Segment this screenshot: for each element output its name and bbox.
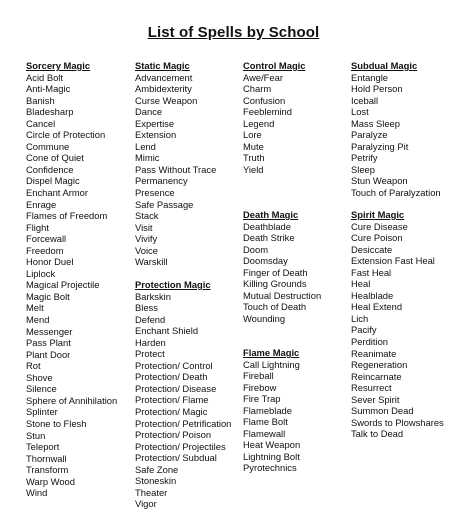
list-flame-magic <box>243 359 300 474</box>
spell-item: Paralyzing Pit <box>351 140 409 152</box>
spell-item: Yield <box>243 163 264 175</box>
spell-item: Doom <box>243 243 269 255</box>
spell-item: Touch of Paralyzation <box>351 187 441 199</box>
spell-item: Cure Disease <box>351 220 408 232</box>
spell-item: Firebow <box>243 381 277 393</box>
spell-item: Sever Spirit <box>351 393 400 405</box>
column-sorcery <box>26 60 117 499</box>
spell-item: Defend <box>135 313 166 325</box>
spell-item: Bless <box>135 302 158 314</box>
heading-protection-magic: Protection Magic <box>135 279 211 290</box>
spell-item: Heat Weapon <box>243 439 301 451</box>
spell-item: Flame Bolt <box>243 416 288 428</box>
spell-item: Paralyze <box>351 129 388 141</box>
spell-item: Expertise <box>135 117 175 129</box>
spell-item: Wind <box>26 487 48 499</box>
spell-item: Talk to Dead <box>351 428 404 440</box>
spell-item: Healblade <box>351 289 394 301</box>
spell-item: Wounding <box>243 312 286 324</box>
spell-item: Confidence <box>26 163 74 175</box>
heading-flame-magic: Flame Magic <box>243 347 300 358</box>
spell-item: Lich <box>351 312 369 324</box>
list-spirit-magic <box>351 221 444 440</box>
spell-item: Reincarnate <box>351 370 402 382</box>
spell-item: Pacify <box>351 324 377 336</box>
spell-item: Call Lightning <box>243 358 300 370</box>
spell-item: Heal <box>351 278 371 290</box>
spell-item: Flight <box>26 221 49 233</box>
spell-item: Magical Projectile <box>26 279 100 291</box>
spell-item: Extension Fast Heal <box>351 255 435 267</box>
spell-item: Stack <box>135 210 159 222</box>
spell-item: Anti-Magic <box>26 83 71 95</box>
spell-item: Permanency <box>135 175 188 187</box>
spell-item: Warskill <box>135 256 168 268</box>
spell-item: Thornwall <box>26 452 67 464</box>
spell-item: Protection/ Disease <box>135 382 217 394</box>
spell-item: Safe Passage <box>135 198 194 210</box>
spell-item: Teleport <box>26 441 60 453</box>
column-spirit <box>351 209 444 440</box>
spell-item: Regeneration <box>351 359 408 371</box>
spell-item: Resurrect <box>351 382 392 394</box>
list-static-magic <box>135 72 216 268</box>
spell-item: Liplock <box>26 267 56 279</box>
spell-item: Banish <box>26 94 55 106</box>
spell-item: Honor Duel <box>26 256 74 268</box>
heading-control-magic: Control Magic <box>243 60 306 71</box>
spell-item: Mute <box>243 140 264 152</box>
spell-item: Lore <box>243 129 262 141</box>
column-flame <box>243 347 300 474</box>
spell-item: Pass Without Trace <box>135 163 217 175</box>
spell-item: Pyrotechnics <box>243 462 297 474</box>
spell-item: Ambidexterity <box>135 83 192 95</box>
spell-item: Voice <box>135 244 158 256</box>
spell-item: Advancement <box>135 71 193 83</box>
spell-item: Killing Grounds <box>243 278 307 290</box>
heading-spirit-magic: Spirit Magic <box>351 209 405 220</box>
spell-item: Lightning Bolt <box>243 450 300 462</box>
spell-item: Theater <box>135 486 168 498</box>
spell-item: Melt <box>26 302 44 314</box>
spell-item: Heal Extend <box>351 301 403 313</box>
spell-item: Shove <box>26 371 53 383</box>
spell-item: Flameblade <box>243 404 292 416</box>
heading-death-magic: Death Magic <box>243 209 299 220</box>
spell-item: Desiccate <box>351 243 393 255</box>
spell-item: Vigor <box>135 498 157 510</box>
spell-item: Enchant Armor <box>26 187 89 199</box>
spell-item: Barkskin <box>135 290 171 302</box>
spell-item: Perdition <box>351 336 389 348</box>
spell-item: Cure Poison <box>351 232 403 244</box>
spell-item: Magic Bolt <box>26 290 70 302</box>
spell-item: Mass Sleep <box>351 117 400 129</box>
column-protection <box>135 279 231 510</box>
spell-item: Stun <box>26 429 46 441</box>
spell-item: Reanimate <box>351 347 397 359</box>
list-protection-magic <box>135 291 231 510</box>
spell-item: Fire Trap <box>243 393 281 405</box>
spell-item: Stun Weapon <box>351 175 408 187</box>
spell-item: Confusion <box>243 94 286 106</box>
spell-item: Death Strike <box>243 232 295 244</box>
spell-item: Stone to Flesh <box>26 417 87 429</box>
spell-item: Protection/ Flame <box>135 394 209 406</box>
spell-item: Finger of Death <box>243 266 308 278</box>
spell-item: Enchant Shield <box>135 325 199 337</box>
spell-item: Messenger <box>26 325 73 337</box>
spell-item: Sleep <box>351 163 375 175</box>
spell-item: Lend <box>135 140 156 152</box>
spell-item: Commune <box>26 140 70 152</box>
column-subdual <box>351 60 441 199</box>
spell-item: Protection/ Petrification <box>135 417 232 429</box>
list-sorcery-magic <box>26 72 117 499</box>
spell-item: Cone of Quiet <box>26 152 84 164</box>
spell-item: Deathblade <box>243 220 291 232</box>
spell-item: Circle of Protection <box>26 129 106 141</box>
column-control <box>243 60 306 175</box>
spell-item: Fast Heal <box>351 266 392 278</box>
spell-item: Protection/ Death <box>135 371 208 383</box>
list-subdual-magic <box>351 72 441 199</box>
spell-item: Pass Plant <box>26 337 71 349</box>
spell-item: Entangle <box>351 71 389 83</box>
list-control-magic <box>243 72 306 176</box>
spell-item: Warp Wood <box>26 475 75 487</box>
column-static <box>135 60 216 268</box>
spell-item: Bladesharp <box>26 106 74 118</box>
spell-item: Safe Zone <box>135 463 179 475</box>
spell-item: Splinter <box>26 406 58 418</box>
spell-item: Cancel <box>26 117 56 129</box>
spell-item: Transform <box>26 464 69 476</box>
spell-item: Dispel Magic <box>26 175 80 187</box>
spell-item: Protect <box>135 348 165 360</box>
column-death <box>243 209 321 324</box>
spell-item: Awe/Fear <box>243 71 283 83</box>
spell-item: Protection/ Magic <box>135 406 208 418</box>
spell-item: Touch of Death <box>243 301 307 313</box>
spell-item: Protection/ Poison <box>135 429 212 441</box>
spell-item: Vivify <box>135 233 158 245</box>
spell-item: Lost <box>351 106 369 118</box>
spell-item: Mutual Destruction <box>243 289 322 301</box>
spell-item: Forcewall <box>26 233 67 245</box>
spell-item: Stoneskin <box>135 475 177 487</box>
spell-item: Extension <box>135 129 177 141</box>
spell-item: Presence <box>135 187 175 199</box>
heading-static-magic: Static Magic <box>135 60 190 71</box>
spell-item: Truth <box>243 152 265 164</box>
spell-item: Mimic <box>135 152 160 164</box>
spell-item: Protection/ Subdual <box>135 452 217 464</box>
spell-item: Mend <box>26 314 50 326</box>
spell-item: Curse Weapon <box>135 94 198 106</box>
spell-item: Summon Dead <box>351 405 414 417</box>
spell-item: Charm <box>243 83 272 95</box>
spell-item: Hold Person <box>351 83 403 95</box>
spell-item: Harden <box>135 336 166 348</box>
spell-item: Legend <box>243 117 275 129</box>
spell-item: Acid Bolt <box>26 71 63 83</box>
spell-item: Plant Door <box>26 348 71 360</box>
page-title: List of Spells by School <box>147 24 320 41</box>
spell-item: Feeblemind <box>243 106 292 118</box>
spell-item: Fireball <box>243 370 274 382</box>
spell-item: Silence <box>26 383 57 395</box>
spell-item: Rot <box>26 360 41 372</box>
list-death-magic <box>243 221 321 325</box>
spell-item: Enrage <box>26 198 57 210</box>
spell-item: Flames of Freedom <box>26 210 108 222</box>
spell-item: Protection/ Projectiles <box>135 440 226 452</box>
spell-item: Protection/ Control <box>135 359 213 371</box>
spell-item: Doomsday <box>243 255 288 267</box>
spell-item: Swords to Plowshares <box>351 416 444 428</box>
spell-item: Petrify <box>351 152 378 164</box>
spell-item: Visit <box>135 221 153 233</box>
heading-sorcery-magic: Sorcery Magic <box>26 60 91 71</box>
spell-item: Dance <box>135 106 163 118</box>
spell-item: Iceball <box>351 94 379 106</box>
spell-item: Flamewall <box>243 427 286 439</box>
heading-subdual-magic: Subdual Magic <box>351 60 418 71</box>
spell-item: Freedom <box>26 244 64 256</box>
spell-item: Sphere of Annihilation <box>26 394 118 406</box>
